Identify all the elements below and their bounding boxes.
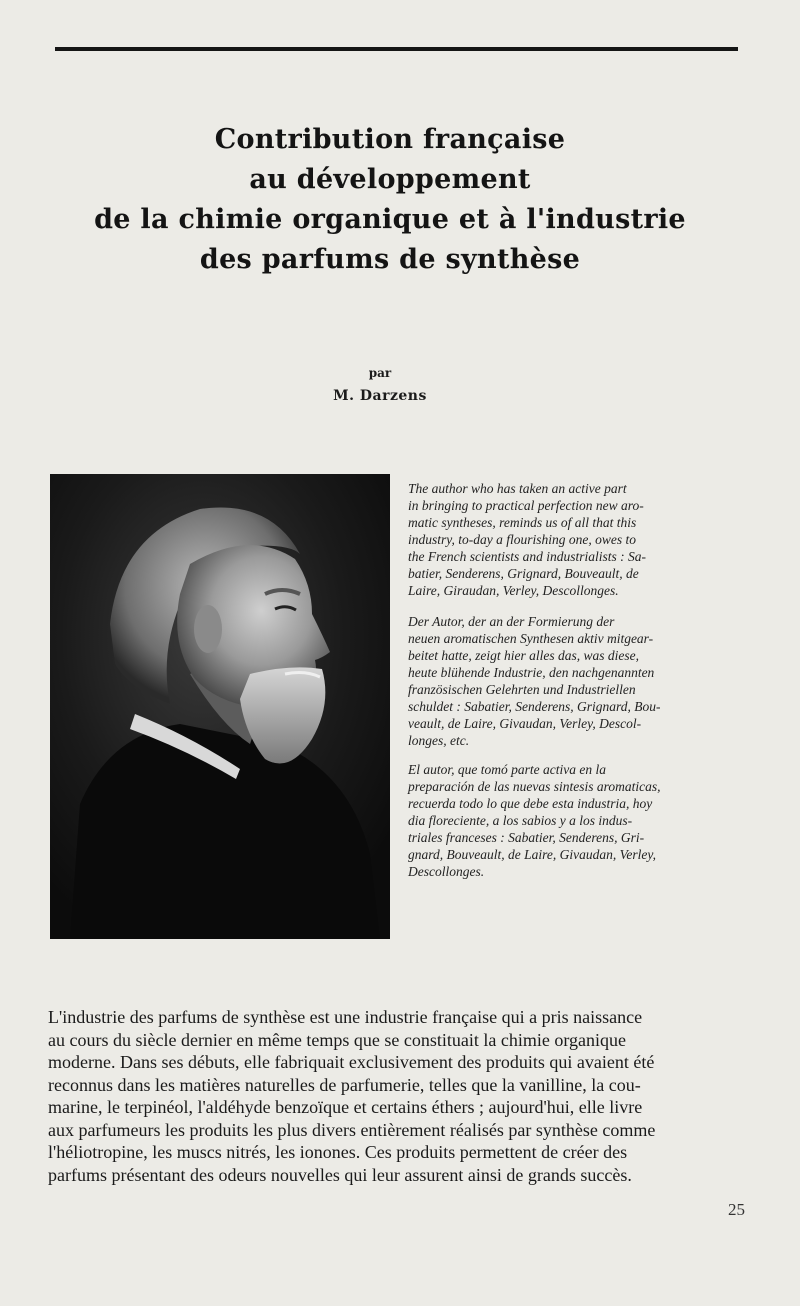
caption-english: The author who has taken an active part in bringing to practical perfection new aro- matic syntheses, reminds us of all that this industry, to-day a flourishing one, owes to the French scientists and industrialists : Sa- batier, Senderens, Grignard, Bouveault, de Laire, Giraudan, Verley, Descollonges. <box>408 481 646 598</box>
byline-par: par <box>368 366 392 380</box>
caption-spanish: El autor, que tomó parte activa en la preparación de las nuevas sintesis aromaticas, recuerda todo lo que debe esta industria, hoy dia floreciente, a los sabios y a los indus- triales franceses : Sabatier, Senderens, Gri- gnard, Bouveault, de Laire, Givaudan, Verley, Descollonges. <box>408 762 661 879</box>
photo-captions <box>408 480 746 892</box>
intro-paragraph: L'industrie des parfums de synthèse est une industrie française qui a pris naissance au cours du siècle dernier en même temps que se constituait la chimie organique moderne. Dans ses débuts, elle fabriquait exclusivement des produits qui avaient été reconnus dans les matières naturelles de parfumerie, telles que la vanilline, la cou- marine, le terpinéol, l'aldéhyde benzoïque et certains éthers ; aujourd'hui, elle livre aux parfumeurs les produits les plus divers entièrement réalisés par synthèse comme l'héliotropine, les muscs nitrés, les ionones. Ces produits permettent de créer des parfums présentant des odeurs nouvelles qui leur assurent ainsi de grands succès. <box>48 1007 656 1185</box>
portrait-illustration <box>50 474 390 939</box>
author-portrait-photo <box>50 474 390 939</box>
article-title <box>40 120 740 280</box>
title-line-2: au développement <box>249 164 531 195</box>
title-line-1: Contribution française <box>214 124 566 155</box>
top-rule <box>55 47 738 51</box>
page-number: 25 <box>728 1200 745 1219</box>
title-line-3: de la chimie organique et à l'industrie <box>94 204 686 235</box>
author-name: M. Darzens <box>333 388 427 404</box>
title-line-4: des parfums de synthèse <box>199 244 581 275</box>
caption-german: Der Autor, der an der Formierung der neuen aromatischen Synthesen aktiv mitgear- beitet hatte, zeigt hier alles das, was diese, heute blühende Industrie, den nachgenannten französischen Gelehrten und Industriellen schuldet : Sabatier, Senderens, Grignard, Bou- veault, de Laire, Givaudan, Verley, Descol- longes, etc. <box>408 614 661 748</box>
